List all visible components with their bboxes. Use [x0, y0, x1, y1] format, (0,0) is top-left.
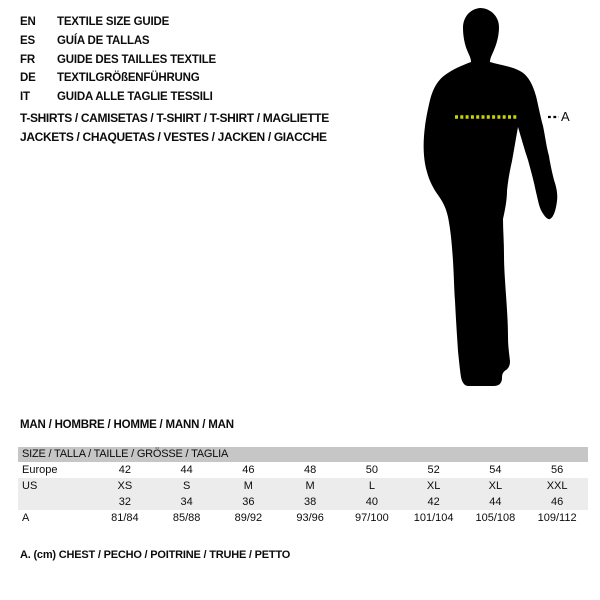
table-cell: 56 [551, 464, 564, 476]
size-table-header: SIZE / TALLA / TAILLE / GRÖSSE / TAGLIA [18, 447, 588, 462]
category-line-jackets: JACKETS / CHAQUETAS / VESTES / JACKEN / GIACCHE [20, 130, 327, 144]
table-cell: 46 [242, 464, 255, 476]
table-cell: XS [117, 480, 133, 492]
table-cell: XL [426, 480, 441, 492]
row-label: US [22, 480, 38, 492]
language-label: TEXTILE SIZE GUIDE [57, 16, 170, 28]
table-cell: 109/112 [537, 512, 577, 524]
table-cell: 52 [427, 464, 440, 476]
table-cell: 101/104 [413, 512, 454, 524]
section-title-man: MAN / HOMBRE / HOMME / MANN / MAN [20, 419, 234, 431]
table-cell: 105/108 [475, 512, 516, 524]
row-label: Europe [22, 464, 58, 476]
table-cell: 42 [118, 464, 131, 476]
table-cell: 32 [118, 496, 131, 508]
table-cell: 42 [427, 496, 440, 508]
table-cell: 54 [489, 464, 502, 476]
language-label: TEXTILGRÖßENFÜHRUNG [57, 72, 200, 85]
language-label: GUIDE DES TAILLES TEXTILE [57, 53, 216, 66]
table-cell: S [182, 480, 191, 492]
table-cell: 44 [180, 464, 193, 476]
man-silhouette-figure [410, 5, 570, 400]
language-code: ES [20, 34, 35, 47]
table-cell: XXL [546, 480, 568, 492]
measurement-footnote: A. (cm) CHEST / PECHO / POITRINE / TRUHE / PETTO [20, 549, 291, 561]
table-row-europe [18, 462, 588, 478]
category-line-tshirts: T-SHIRTS / CAMISETAS / T-SHIRT / T-SHIRT / MAGLIETTE [20, 111, 329, 125]
language-code: IT [20, 91, 30, 104]
table-row-numeric [18, 494, 588, 510]
row-label [18, 494, 94, 510]
table-cell: 48 [304, 464, 317, 476]
table-cell: 44 [489, 496, 502, 508]
man-silhouette-svg [410, 5, 570, 400]
table-cell: M [243, 480, 253, 492]
language-code: EN [20, 16, 36, 28]
language-row [20, 32, 216, 51]
language-row [20, 69, 216, 88]
row-label: A [22, 512, 30, 524]
table-cell: 46 [551, 496, 564, 508]
language-row [20, 88, 216, 107]
language-row [20, 13, 216, 32]
table-cell: 97/100 [355, 512, 389, 524]
table-row-chest-a [18, 510, 588, 526]
table-cell: 81/84 [111, 512, 139, 524]
language-list [20, 13, 216, 107]
table-cell: 36 [242, 496, 255, 508]
table-cell: XL [488, 480, 503, 492]
table-cell: 38 [304, 496, 317, 508]
table-cell: 85/88 [172, 512, 201, 524]
size-table [18, 447, 588, 526]
table-row-us [18, 478, 588, 494]
table-cell: 93/96 [296, 512, 324, 524]
man-silhouette-path [424, 8, 558, 386]
table-cell: 40 [365, 496, 378, 508]
measure-label-a: A [561, 109, 570, 124]
table-cell: 89/92 [234, 512, 263, 524]
language-row [20, 51, 216, 70]
language-code: DE [20, 72, 36, 85]
language-label: GUÍA DE TALLAS [57, 34, 150, 47]
table-cell: 34 [180, 496, 193, 508]
table-cell: 50 [365, 464, 378, 476]
table-cell: M [305, 480, 315, 492]
language-code: FR [20, 53, 35, 66]
table-cell: L [368, 480, 375, 492]
language-label: GUIDA ALLE TAGLIE TESSILI [57, 91, 213, 104]
garment-categories [20, 109, 329, 147]
